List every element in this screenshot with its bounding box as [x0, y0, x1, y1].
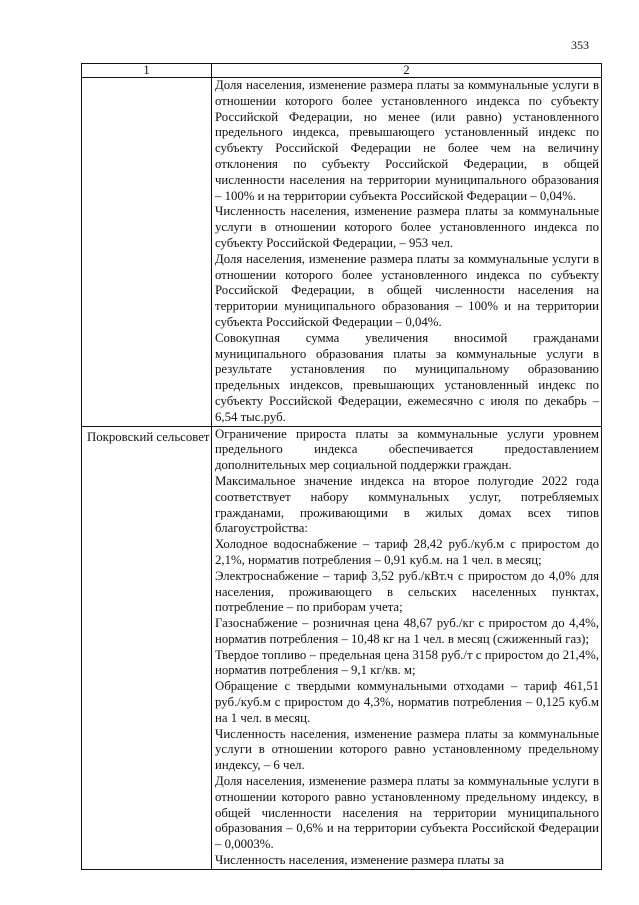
paragraph: Обращение с твердыми коммунальными отходами – тариф 461,51 руб./куб.м с приростом до 4,3%, норматив потребления – 0,125 куб.м на 1 чел. в месяц. — [215, 679, 599, 725]
paragraph: Численность населения, изменение размера платы за — [215, 853, 505, 868]
paragraph: Максимальное значение индекса на второе полугодие 2022 года соответствует набору коммунальных услуг, потребляемых гражданами, проживающими в жилых домах всех типов благоустройства: — [215, 473, 599, 536]
paragraph: Совокупная сумма увеличения вносимой гражданами муниципального образования платы за коммунальные услуги в результате установления по муниципальному образованию предельных индексов, превышающих установленный индекс по субъекту Российской Федерации, ежемесячно с июля по декабрь – 6,54 тыс.руб. — [215, 330, 599, 424]
paragraph: Ограничение прироста платы за коммунальные услуги уровнем предельного индекса обеспечивается предоставлением дополнительных мер социальной поддержки граждан. — [215, 426, 599, 473]
header-col-1: 1 — [82, 64, 212, 78]
table-row — [82, 426, 602, 869]
municipality-name — [83, 79, 210, 80]
page-number: 353 — [571, 38, 589, 52]
paragraph: Доля населения, изменение размера платы за коммунальные услуги в отношении которого равно установленному предельному индексу, в общей численности населения на территории муниципального образования – 0,6% и на территории субъекта Российской Федерации – 0,0003%. — [215, 774, 599, 852]
header-col-2: 2 — [212, 64, 602, 78]
description-cell — [212, 426, 602, 869]
municipality-cell — [82, 78, 212, 427]
paragraph: Газоснабжение – розничная цена 48,67 руб./кг с приростом до 4,4%, норматив потребления – 10,48 кг на 1 чел. в месяц (сжиженный газ); — [215, 616, 599, 646]
data-table — [81, 63, 602, 870]
municipality-name: Покровский сельсовет — [87, 429, 210, 444]
paragraph: Электроснабжение – тариф 3,52 руб./кВт.ч с приростом до 4,0% для населения, проживающего в сельских населенных пунктах, потребление – по приборам учета; — [215, 568, 599, 615]
paragraph: Твердое топливо – предельная цена 3158 руб./т с приростом до 21,4%, норматив потребления – 9,1 кг/кв. м; — [215, 647, 599, 678]
paragraph: Численность населения, изменение размера платы за коммунальные услуги в отношении которого более установленного индекса по субъекту Российской Федерации, – 953 чел. — [215, 204, 599, 250]
municipality-cell — [82, 426, 212, 869]
table-row — [82, 78, 602, 427]
paragraph: Доля населения, изменение размера платы за коммунальные услуги в отношении которого более установленного индекса по субъекту Российской Федерации, в общей численности населения на территории муниципального образования – 100% и на территории субъекта Российской Федерации – 0,04%. — [215, 251, 599, 329]
description-cell — [212, 78, 602, 427]
paragraph: Доля населения, изменение размера платы за коммунальные услуги в отношении которого более установленного индекса по субъекту Российской Федерации, но менее (или равно) установленного предельного индекса, превышающего установленный индекс по субъекту Российской Федерации не более чем на величину отклонения по субъекту Российской Федерации, в общей численности населения на территории муниципального образования – 100% и на территории субъекта Российской Федерации – 0,04%. — [215, 78, 599, 203]
paragraph: Численность населения, изменение размера платы за коммунальные услуги в отношении которого равно установленному предельному индексу, – 6 чел. — [215, 726, 599, 773]
table-header-row — [82, 64, 602, 78]
paragraph: Холодное водоснабжение – тариф 28,42 руб./куб.м с приростом до 2,1%, норматив потребления – 0,91 куб.м. на 1 чел. в месяц; — [215, 537, 599, 567]
